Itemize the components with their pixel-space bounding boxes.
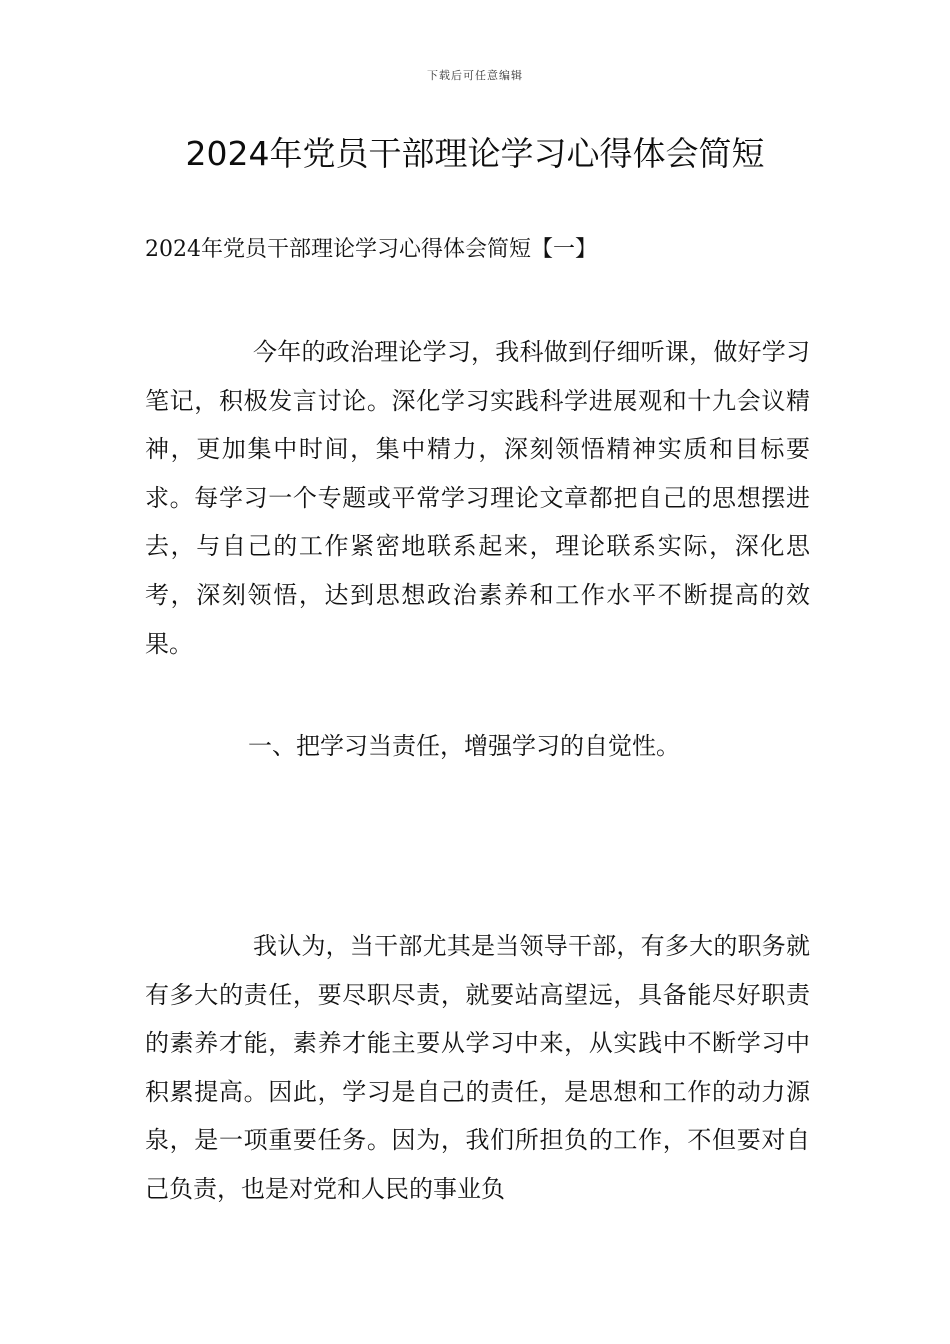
subheading-1: 一、把学习当责任，增强学习的自觉性。	[248, 732, 680, 760]
paragraph-2: 我认为，当干部尤其是当领导干部，有多大的职务就有多大的责任，要尽职尽责，就要站高望远，具备能尽好职责的素养才能，素养才能主要从学习中来，从实践中不断学习中积累提高。因此，学习是自己的责任，是思想和工作的动力源泉，是一项重要任务。因为，我们所担负的工作，不但要对自己负责，也是对党和人民的事业负	[145, 932, 810, 1203]
paragraph-1: 今年的政治理论学习，我科做到仔细听课，做好学习笔记，积极发言讨论。深化学习实践科学进展观和十九会议精神，更加集中时间，集中精力，深刻领悟精神实质和目标要求。每学习一个专题或平常学习理论文章都把自己的思想摆进去，与自己的工作紧密地联系起来，理论联系实际，深化思考，深刻领悟，达到思想政治素养和工作水平不断提高的效果。	[145, 338, 810, 658]
header-note: 下载后可任意编辑	[427, 69, 523, 82]
document-title: 2024年党员干部理论学习心得体会简短	[185, 134, 765, 173]
section-heading: 2024年党员干部理论学习心得体会简短【一】	[145, 237, 597, 262]
